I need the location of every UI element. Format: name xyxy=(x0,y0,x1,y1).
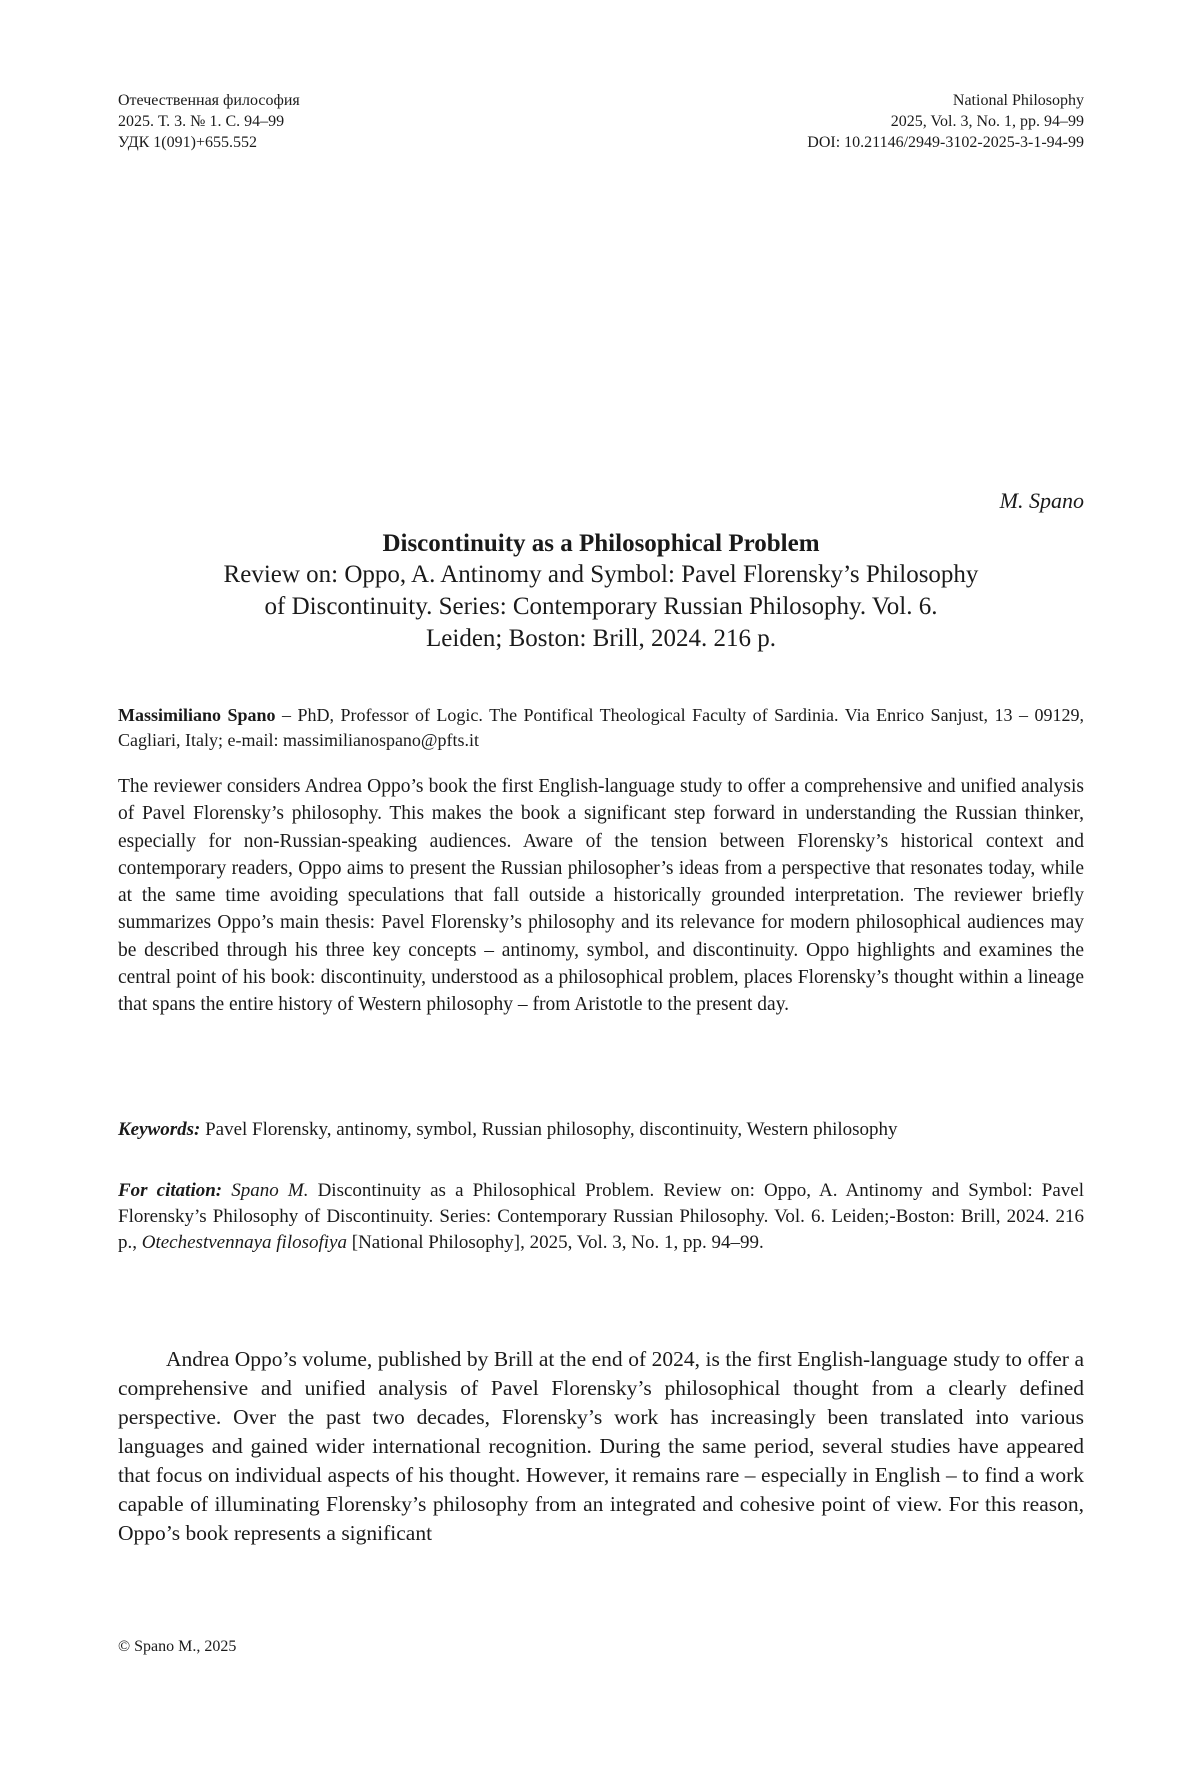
header-left xyxy=(118,90,300,153)
author-name: Massimiliano Spano xyxy=(118,705,276,725)
citation xyxy=(118,1178,1084,1256)
article-title: Discontinuity as a Philosophical Problem xyxy=(382,530,820,557)
body-paragraph: Andrea Oppo’s volume, published by Brill at the end of 2024, is the first English-language study to offer a comprehensive and unified analysis of Pavel Florensky’s philosophical thought from a clearly defined perspective. Over the past two decades, Florensky’s work has increasingly been translated into various languages and gained wider international recognition. During the same period, several studies have appeared that focus on individual aspects of his thought. However, it remains rare – especially in English – to find a work capable of illuminating Florensky’s philosophy from an integrated and cohesive point of view. For this reason, Oppo’s book represents a significant xyxy=(118,1347,1084,1545)
citation-label: For citation: xyxy=(118,1180,223,1201)
citation-text-end: [National Philosophy], 2025, Vol. 3, No. 1, pp. 94–99. xyxy=(347,1232,764,1253)
udc-code: УДК 1(091)+655.552 xyxy=(118,134,257,151)
header-right xyxy=(807,90,1084,153)
issue-info-ru: 2025. Т. 3. № 1. С. 94–99 xyxy=(118,113,285,130)
subtitle-line: of Discontinuity. Series: Contemporary Russian Philosophy. Vol. 6. xyxy=(264,593,938,620)
subtitle-line: Leiden; Boston: Brill, 2024. 216 p. xyxy=(426,625,776,652)
abstract: The reviewer considers Andrea Oppo’s book the first English-language study to offer a comprehensive and unified analysis of Pavel Florensky’s philosophy. This makes the book a significant step forward in understanding the Russian thinker, especially for non-Russian-speaking audiences. Aware of the tension between Florensky’s historical context and contemporary readers, Oppo aims to present the Russian philosopher’s ideas from a perspective that resonates today, while at the same time avoiding speculations that fall outside a historically grounded interpretation. The reviewer briefly summarizes Oppo’s main thesis: Pavel Florensky’s philosophy and its relevance for modern philosophical audiences may be described through his three key concepts – antinomy, symbol, and discontinuity. Oppo highlights and examines the central point of his book: discontinuity, understood as a philosophical problem, places Florensky’s thought within a lineage that spans the entire history of Western philosophy – from Aristotle to the present day. xyxy=(118,776,1084,1016)
keywords-label: Keywords: xyxy=(118,1119,201,1140)
author-affiliation xyxy=(118,703,1084,753)
citation-text: Discontinuity as a Philosophical Problem. Review on: Oppo, A. Antinomy and Symbol: Pavel Florensky’s Philosophy of Discontinuity. Series: Contemporary Russian Philosophy. Vol. 6. Leiden;-Boston: Brill, 2024. 216 p., xyxy=(118,1180,1085,1253)
issue-info-en: 2025, Vol. 3, No. 1, pp. 94–99 xyxy=(890,113,1084,130)
affiliation-text: – PhD, Professor of Logic. The Pontifical Theological Faculty of Sardinia. Via Enrico Sanjust, 13 – 09129, Cagliari, Italy; e-mail: massimilianospano@pfts.it xyxy=(118,705,1085,750)
journal-name-en: National Philosophy xyxy=(952,92,1084,109)
doi[interactable]: DOI: 10.21146/2949-3102-2025-3-1-94-99 xyxy=(807,134,1084,151)
journal-name-ru: Отечественная философия xyxy=(118,92,300,109)
copyright: © Spano M., 2025 xyxy=(118,1638,237,1655)
keywords-text: Pavel Florensky, antinomy, symbol, Russian philosophy, discontinuity, Western philosophy xyxy=(200,1119,898,1140)
keywords xyxy=(118,1117,1084,1143)
citation-author: Spano M. xyxy=(231,1180,309,1201)
author-short: M. Spano xyxy=(999,488,1084,513)
citation-journal: Otechestvennaya filosofiya xyxy=(141,1232,347,1253)
subtitle-line: Review on: Oppo, A. Antinomy and Symbol: Pavel Florensky’s Philosophy xyxy=(223,561,979,588)
title-block xyxy=(118,528,1084,655)
